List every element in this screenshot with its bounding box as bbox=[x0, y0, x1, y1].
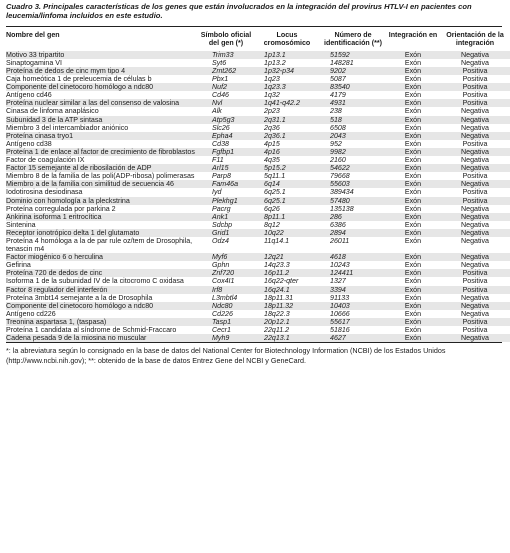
cell-integration: Exón bbox=[386, 229, 440, 237]
table-row bbox=[6, 310, 510, 318]
cell-id: 3394 bbox=[320, 286, 386, 294]
cell-id: 286 bbox=[320, 213, 386, 221]
cell-integration: Exón bbox=[386, 83, 440, 91]
header-symbol: Símbolo oficial del gen (*) bbox=[200, 31, 252, 48]
table-row bbox=[6, 148, 510, 156]
cell-name: Proteína corregulada por parkina 2 bbox=[6, 204, 116, 213]
cell-locus: 16q22-qter bbox=[264, 277, 299, 286]
cell-id: 2043 bbox=[320, 132, 386, 140]
cell-name: Sintenina bbox=[6, 220, 36, 229]
table-row bbox=[6, 294, 510, 302]
cell-id: 124411 bbox=[320, 269, 386, 277]
cell-integration: Exón bbox=[386, 132, 440, 140]
cell-orientation: Negativa bbox=[440, 116, 510, 124]
cell-symbol: Iyd bbox=[212, 188, 222, 197]
header-locus: Locus cromosómico bbox=[263, 31, 311, 48]
cell-name: Dominio con homología a la pleckstrina bbox=[6, 197, 198, 205]
cell-symbol: Plekhg1 bbox=[198, 197, 254, 205]
cell-integration: Exón bbox=[386, 164, 440, 172]
cell-integration: Exón bbox=[404, 293, 422, 302]
cell-id: 51816 bbox=[330, 326, 350, 334]
table-row bbox=[6, 221, 510, 229]
cell-name: Caja homeótica 1 de preleucemia de células b bbox=[6, 75, 152, 84]
table-row bbox=[6, 302, 510, 310]
cell-integration: Exón bbox=[386, 67, 440, 75]
cell-orientation: Negativa bbox=[440, 229, 510, 237]
cell-id: 6508 bbox=[330, 123, 346, 132]
gene-table bbox=[6, 27, 510, 342]
cell-symbol: Fam46a bbox=[198, 180, 254, 188]
cell-symbol: Myf6 bbox=[198, 253, 254, 261]
cell-orientation: Positiva bbox=[462, 326, 488, 334]
cell-locus: 1q23.3 bbox=[254, 83, 320, 91]
cell-locus: 2q36.1 bbox=[254, 132, 320, 140]
cell-id: 2894 bbox=[320, 229, 386, 237]
cell-locus: 6q26 bbox=[264, 204, 280, 213]
cell-id: 79668 bbox=[330, 172, 350, 181]
cell-id: 10243 bbox=[330, 261, 350, 270]
cell-integration: Exón bbox=[404, 220, 422, 229]
cell-orientation: Positiva bbox=[462, 172, 488, 181]
cell-id: 10403 bbox=[320, 302, 386, 310]
table-row bbox=[6, 286, 510, 294]
cell-symbol: Zmt262 bbox=[198, 67, 254, 75]
table-caption: Cuadro 3. Principales características de los genes que están involucrados en la integración del provirus HTLV-I en pacientes con leucemia/linfoma incluidos en este estudio. bbox=[6, 2, 472, 20]
cell-id: 9202 bbox=[320, 67, 386, 75]
cell-locus: 2q31.1 bbox=[254, 116, 320, 124]
cell-integration: Exón bbox=[386, 269, 440, 277]
cell-symbol: Cd46 bbox=[212, 91, 229, 100]
cell-symbol: Pacrg bbox=[212, 204, 231, 213]
cell-locus: 4q35 bbox=[264, 156, 280, 165]
cell-orientation: Negativa bbox=[440, 148, 510, 156]
cell-integration: Exón bbox=[386, 334, 440, 342]
cell-orientation: Positiva bbox=[440, 83, 510, 91]
cell-name: Antígeno cd38 bbox=[6, 139, 52, 148]
cell-orientation: Positiva bbox=[440, 197, 510, 205]
table-row bbox=[6, 83, 510, 91]
cell-symbol: Atp5g3 bbox=[198, 116, 254, 124]
cell-symbol: Fgfbp1 bbox=[198, 148, 254, 156]
cell-id: 135138 bbox=[330, 204, 354, 213]
cell-symbol: Parp8 bbox=[212, 172, 231, 181]
cell-symbol: Trim33 bbox=[198, 51, 254, 59]
cell-symbol: F11 bbox=[212, 156, 224, 165]
cell-symbol: Arl15 bbox=[198, 164, 254, 172]
cell-locus: 22q11.2 bbox=[264, 326, 290, 334]
cell-locus: 4p15 bbox=[264, 139, 280, 148]
cell-orientation: Negativa bbox=[440, 213, 510, 221]
cell-orientation: Negativa bbox=[440, 253, 510, 261]
cell-locus: 8p11.1 bbox=[254, 213, 320, 221]
cell-integration: Exón bbox=[404, 261, 422, 270]
cell-orientation: Positiva bbox=[440, 99, 510, 107]
cell-name: Proteína 1 de enlace al factor de crecimiento de fibroblastos bbox=[6, 148, 198, 156]
table-row bbox=[6, 213, 510, 221]
table-row bbox=[6, 164, 510, 172]
cell-locus: 18q22.3 bbox=[264, 309, 290, 318]
cell-orientation: Positiva bbox=[440, 67, 510, 75]
table-document bbox=[6, 0, 502, 366]
cell-orientation: Positiva bbox=[462, 139, 488, 148]
cell-integration: Exón bbox=[386, 148, 440, 156]
cell-symbol: Ank1 bbox=[198, 213, 254, 221]
cell-id: 4931 bbox=[320, 99, 386, 107]
table-row bbox=[6, 318, 510, 326]
cell-symbol: Alk bbox=[212, 107, 222, 116]
cell-id: 2160 bbox=[330, 156, 346, 165]
cell-orientation: Negativa bbox=[440, 51, 510, 59]
cell-id: 51592 bbox=[320, 51, 386, 59]
cell-orientation: Negativa bbox=[461, 204, 489, 213]
cell-orientation: Negativa bbox=[440, 334, 510, 342]
cell-integration: Exón bbox=[386, 99, 440, 107]
cell-id: 55603 bbox=[320, 180, 386, 188]
table-row bbox=[6, 197, 510, 205]
cell-integration: Exón bbox=[404, 172, 422, 181]
cell-locus: 8q12 bbox=[264, 220, 280, 229]
table-row bbox=[6, 172, 510, 180]
cell-locus: 5p15.2 bbox=[254, 164, 320, 172]
cell-orientation: Negativa bbox=[461, 261, 489, 270]
table-row bbox=[6, 51, 510, 59]
cell-orientation: Negativa bbox=[461, 58, 489, 67]
cell-locus: 11q14.1 bbox=[264, 236, 290, 245]
cell-id: 1327 bbox=[330, 277, 346, 286]
cell-integration: Exón bbox=[404, 277, 422, 286]
header-orientation: Orientación de la integración bbox=[446, 31, 504, 48]
cell-locus: 14q23.3 bbox=[264, 261, 290, 270]
table-body bbox=[6, 51, 510, 342]
table-row bbox=[6, 237, 510, 253]
cell-integration: Exón bbox=[386, 116, 440, 124]
cell-name: Factor 15 semejante al de ribosilación de ADP bbox=[6, 164, 198, 172]
cell-id: 518 bbox=[320, 116, 386, 124]
cell-symbol: Slc26 bbox=[212, 123, 230, 132]
cell-id: 4179 bbox=[330, 91, 346, 100]
table-row bbox=[6, 132, 510, 140]
cell-id: 4618 bbox=[320, 253, 386, 261]
table-row bbox=[6, 75, 510, 83]
cell-integration: Exón bbox=[404, 107, 422, 116]
cell-integration: Exón bbox=[386, 302, 440, 310]
cell-orientation: Negativa bbox=[440, 302, 510, 310]
cell-locus: 4p16 bbox=[254, 148, 320, 156]
cell-integration: Exón bbox=[404, 236, 422, 245]
cell-integration: Exón bbox=[386, 286, 440, 294]
cell-id: 148281 bbox=[330, 58, 354, 67]
cell-name: Gefirina bbox=[6, 261, 31, 270]
table-row bbox=[6, 277, 510, 285]
cell-orientation: Negativa bbox=[461, 156, 489, 165]
cell-integration: Exón bbox=[404, 188, 422, 197]
cell-integration: Exón bbox=[404, 58, 422, 67]
cell-id: 5087 bbox=[330, 75, 346, 84]
cell-name: Componente del cinetocoro homólogo a ndc80 bbox=[6, 83, 198, 91]
cell-integration: Exón bbox=[386, 318, 440, 326]
cell-orientation: Negativa bbox=[461, 220, 489, 229]
table-row bbox=[6, 107, 510, 115]
cell-orientation: Negativa bbox=[461, 309, 489, 318]
cell-name: Componente del cinetocoro homólogo a ndc80 bbox=[6, 302, 198, 310]
cell-name: Proteína 720 de dedos de cinc bbox=[6, 269, 198, 277]
cell-name: Proteína 1 candidata al síndrome de Schmid-Fraccaro bbox=[6, 326, 177, 334]
cell-name: Proteína nuclear similar a las del consenso de valosina bbox=[6, 99, 198, 107]
cell-locus: 12q21 bbox=[254, 253, 320, 261]
cell-symbol: Ndc80 bbox=[198, 302, 254, 310]
cell-integration: Exón bbox=[386, 197, 440, 205]
cell-orientation: Positiva bbox=[462, 277, 488, 286]
cell-name: Factor de coagulación IX bbox=[6, 156, 85, 165]
cell-id: 26011 bbox=[330, 236, 350, 245]
cell-orientation: Positiva bbox=[440, 286, 510, 294]
cell-orientation: Negativa bbox=[440, 132, 510, 140]
cell-id: 54622 bbox=[320, 164, 386, 172]
cell-symbol: Myh9 bbox=[198, 334, 254, 342]
cell-locus: 1q23 bbox=[264, 75, 280, 84]
cell-integration: Exón bbox=[404, 139, 422, 148]
cell-id: 57480 bbox=[320, 197, 386, 205]
cell-integration: Exón bbox=[386, 180, 440, 188]
table-row bbox=[6, 116, 510, 124]
cell-symbol: Cecr1 bbox=[212, 326, 231, 334]
cell-integration: Exón bbox=[404, 156, 422, 165]
cell-id: 10666 bbox=[330, 309, 350, 318]
cell-name: Miembro 3 del intercambiador aniónico bbox=[6, 123, 129, 132]
cell-symbol: Cox4I1 bbox=[212, 277, 235, 286]
cell-locus: 10q22 bbox=[254, 229, 320, 237]
cell-name: Subunidad 3 de la ATP sintasa bbox=[6, 116, 198, 124]
cell-id: 9982 bbox=[320, 148, 386, 156]
table-footnote: *: la abreviatura según lo consignado en la base de datos del National Center for Biotechnology Information (NCBI) de los Estados Unidos (http://www.ncbi.nih.gov); **: obtenido de la base de datos Entrez Gene del NCBI y GeneCard. bbox=[6, 346, 446, 366]
cell-symbol: Gphn bbox=[212, 261, 230, 270]
table-row bbox=[6, 253, 510, 261]
cell-name: Proteína de dedos de cinc mym tipo 4 bbox=[6, 67, 198, 75]
cell-id: 4627 bbox=[320, 334, 386, 342]
cell-locus: 2p23 bbox=[264, 107, 280, 116]
cell-symbol: Syt6 bbox=[212, 58, 227, 67]
cell-symbol: Nvl bbox=[198, 99, 254, 107]
cell-integration: Exón bbox=[404, 326, 422, 334]
cell-locus: 6q14 bbox=[254, 180, 320, 188]
table-row bbox=[6, 99, 510, 107]
table-row bbox=[6, 229, 510, 237]
cell-symbol: Sdcbp bbox=[212, 220, 233, 229]
cell-integration: Exón bbox=[404, 123, 422, 132]
cell-name: Miembro a de la familia con similitud de secuencia 46 bbox=[6, 180, 198, 188]
cell-orientation: Positiva bbox=[462, 91, 488, 100]
table-row bbox=[6, 334, 510, 342]
cell-locus: 6q25.1 bbox=[254, 197, 320, 205]
bottom-rule bbox=[6, 342, 502, 343]
table-row bbox=[6, 91, 510, 99]
cell-name: Proteína 4 homóloga a la de par rule oz/tem de Drosophila, tenascin m4 bbox=[6, 236, 193, 254]
cell-name: Antígeno cd226 bbox=[6, 309, 56, 318]
cell-symbol: Nuf2 bbox=[198, 83, 254, 91]
cell-symbol: Cd226 bbox=[212, 309, 233, 318]
cell-locus: 18p11.31 bbox=[264, 293, 294, 302]
cell-id: 389434 bbox=[330, 188, 354, 197]
cell-orientation: Negativa bbox=[440, 180, 510, 188]
cell-integration: Exón bbox=[404, 75, 422, 84]
cell-symbol: Irf8 bbox=[198, 286, 254, 294]
cell-name: Factor 8 regulador del interferón bbox=[6, 286, 198, 294]
cell-locus: 20p12.1 bbox=[254, 318, 320, 326]
cell-name: Isoforma 1 de la subunidad IV de la citocromo C oxidasa bbox=[6, 277, 184, 286]
table-row bbox=[6, 67, 510, 75]
cell-locus: 22q13.1 bbox=[254, 334, 320, 342]
cell-locus: 18p11.32 bbox=[254, 302, 320, 310]
header-id: Número de identificación (**) bbox=[324, 31, 382, 48]
cell-orientation: Negativa bbox=[440, 164, 510, 172]
cell-symbol: L3mbtl4 bbox=[212, 293, 238, 302]
table-row bbox=[6, 180, 510, 188]
cell-id: 6386 bbox=[330, 220, 346, 229]
cell-orientation: Negativa bbox=[461, 123, 489, 132]
cell-symbol: Pbx1 bbox=[212, 75, 229, 84]
cell-name: Ankirina isoforma 1 eritrocítica bbox=[6, 213, 198, 221]
cell-name: Factor miogénico 6 o herculina bbox=[6, 253, 198, 261]
header-name: Nombre del gen bbox=[6, 31, 60, 39]
cell-orientation: Negativa bbox=[461, 107, 489, 116]
table-row bbox=[6, 140, 510, 148]
table-row bbox=[6, 205, 510, 213]
cell-name: Motivo 33 tripartito bbox=[6, 51, 198, 59]
cell-name: Sinaptogamina VI bbox=[6, 58, 62, 67]
cell-name: Cadena pesada 9 de la miosina no muscular bbox=[6, 334, 198, 342]
cell-name: Treonina aspartasa 1, (taspasa) bbox=[6, 318, 198, 326]
table-row bbox=[6, 124, 510, 132]
cell-locus: 1q32 bbox=[264, 91, 280, 100]
cell-symbol: Znf720 bbox=[198, 269, 254, 277]
table-row bbox=[6, 59, 510, 67]
cell-symbol: Odz4 bbox=[212, 236, 229, 245]
table-row bbox=[6, 269, 510, 277]
cell-orientation: Negativa bbox=[461, 236, 489, 245]
cell-orientation: Positiva bbox=[462, 188, 488, 197]
cell-symbol: Grid1 bbox=[198, 229, 254, 237]
cell-locus: 16p11.2 bbox=[254, 269, 320, 277]
cell-locus: 1q41-q42.2 bbox=[254, 99, 320, 107]
cell-symbol: Epha4 bbox=[198, 132, 254, 140]
cell-locus: 1p32-p34 bbox=[254, 67, 320, 75]
cell-name: Cinasa de linfoma anaplásico bbox=[6, 107, 99, 116]
cell-integration: Exón bbox=[404, 91, 422, 100]
cell-locus: 6q25.1 bbox=[264, 188, 286, 197]
cell-name: Proteína 3mbt14 semejante a la de Drosophila bbox=[6, 293, 153, 302]
cell-id: 55617 bbox=[320, 318, 386, 326]
cell-symbol: Cd38 bbox=[212, 139, 229, 148]
cell-locus: 1p13.2 bbox=[264, 58, 286, 67]
cell-name: Iodotirosina desiodinasa bbox=[6, 188, 83, 197]
cell-name: Proteína cinasa tryo1 bbox=[6, 132, 198, 140]
cell-orientation: Negativa bbox=[461, 293, 489, 302]
table-row bbox=[6, 156, 510, 164]
cell-locus: 1p13.1 bbox=[254, 51, 320, 59]
cell-integration: Exón bbox=[386, 253, 440, 261]
cell-integration: Exón bbox=[386, 51, 440, 59]
cell-integration: Exón bbox=[404, 204, 422, 213]
header-integration: Integración en bbox=[388, 31, 438, 39]
cell-symbol: Tasp1 bbox=[198, 318, 254, 326]
cell-id: 238 bbox=[330, 107, 342, 116]
cell-name: Receptor ionotrópico delta 1 del glutamato bbox=[6, 229, 198, 237]
table-row bbox=[6, 261, 510, 269]
cell-integration: Exón bbox=[386, 213, 440, 221]
cell-id: 83540 bbox=[320, 83, 386, 91]
table-row bbox=[6, 326, 510, 334]
cell-id: 91133 bbox=[330, 293, 350, 302]
cell-integration: Exón bbox=[404, 309, 422, 318]
cell-id: 952 bbox=[330, 139, 342, 148]
cell-name: Miembro 8 de la familia de las poli(ADP-ribosa) polimerasas bbox=[6, 172, 195, 181]
cell-locus: 2q36 bbox=[264, 123, 280, 132]
cell-locus: 16q24.1 bbox=[254, 286, 320, 294]
cell-name: Antígeno cd46 bbox=[6, 91, 52, 100]
header-row bbox=[6, 27, 510, 51]
table-row bbox=[6, 188, 510, 196]
cell-orientation: Positiva bbox=[462, 75, 488, 84]
cell-orientation: Positiva bbox=[440, 318, 510, 326]
cell-orientation: Positiva bbox=[440, 269, 510, 277]
cell-locus: 5q11.1 bbox=[264, 172, 286, 181]
